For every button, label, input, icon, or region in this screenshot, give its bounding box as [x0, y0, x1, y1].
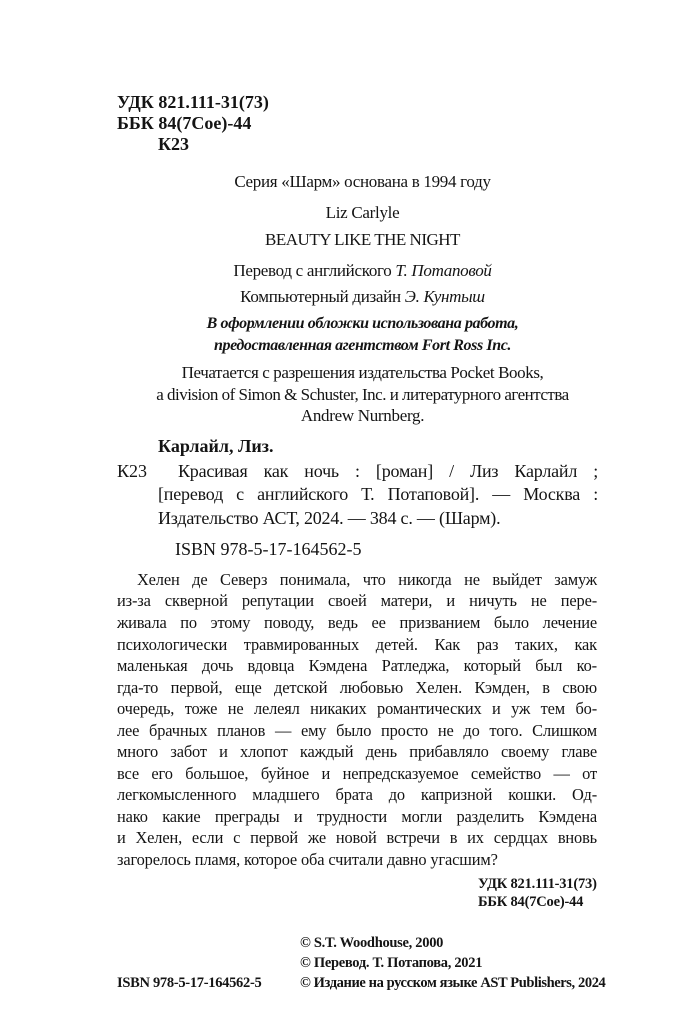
annotation-line: лее брачных планов — ему было просто не до того. Слишком	[117, 721, 597, 740]
copyright-line: © Перевод. Т. Потапова, 2021	[300, 955, 483, 971]
footer-bbk: ББК 84(7Сое)-44	[478, 894, 584, 910]
annotation-line: все его большое, буйное и непредсказуемое семейство — от	[117, 764, 597, 783]
catalog-mark: К23	[117, 461, 148, 481]
original-author: Liz Carlyle	[325, 203, 400, 222]
annotation-line: маленькая дочь вдовца Кэмдена Ратледжа, который был ко-	[117, 656, 597, 675]
annotation-line: и Хелен, если с первой же новой встречи в их сердцах вновь	[117, 828, 597, 847]
annotation-line: Хелен де Северз понимала, что никогда не выйдет замуж	[137, 570, 597, 589]
annotation-line: из-за скверной репутации своей матери, и ничуть не пере-	[117, 591, 597, 610]
footer-udk: УДК 821.111-31(73)	[478, 876, 597, 892]
translator-name: Т. Потаповой	[395, 261, 492, 280]
catalog-isbn: ISBN 978-5-17-164562-5	[175, 539, 362, 559]
original-title: BEAUTY LIKE THE NIGHT	[265, 230, 460, 249]
design-label: Компьютерный дизайн	[240, 287, 401, 306]
cover-note-line-2: предоставленная агентством Fort Ross Inc.	[213, 337, 512, 354]
annotation-line: легкомысленного младшего брата до капризной кошки. Од-	[117, 785, 597, 804]
annotation-line: живала по этому поводу, ведь ее призванием было лечение	[117, 613, 597, 632]
udk-code: УДК 821.111-31(73)	[117, 92, 269, 112]
permission-line-1: Печатается с разрешения издательства Pocket Books,	[181, 363, 544, 382]
bbk-code: ББК 84(7Сое)-44	[117, 113, 252, 133]
cover-note-line-1: В оформлении обложки использована работа,	[206, 315, 519, 332]
annotation-line: нако какие преграды и трудности могли разделить Кэмдена	[117, 807, 597, 826]
permission-line-2: a division of Simon & Schuster, Inc. и литературного агентства	[156, 385, 569, 404]
footer-isbn: ISBN 978-5-17-164562-5	[117, 975, 262, 991]
annotation-line: очередь, тоже не лелеял никаких романтических и уж тем бо-	[117, 699, 597, 718]
translation-label: Перевод с английского	[233, 261, 392, 280]
translation-credit	[0, 261, 691, 281]
annotation-line: загорелось пламя, которое оба считали давно угасшим?	[117, 850, 498, 869]
annotation-line: много забот и хлопот каждый день прибавляло своему главе	[117, 742, 597, 761]
series-note: Серия «Шарм» основана в 1994 году	[234, 172, 491, 191]
design-credit	[0, 287, 691, 307]
permission-line-3: Andrew Nurnberg.	[300, 406, 425, 425]
annotation-line: гда-то первой, еще детской любовью Хелен. Кэмден, в свою	[117, 678, 597, 697]
designer-name: Э. Кунтыш	[404, 287, 485, 306]
catalog-line-3: Издательство АСТ, 2024. — 384 с. — (Шарм).	[158, 508, 501, 528]
annotation-line: психологически травмированных детей. Как раз таких, как	[117, 635, 597, 654]
copyright-line: © S.T. Woodhouse, 2000	[300, 935, 444, 951]
author-mark: К23	[158, 134, 190, 154]
catalog-line-2: [перевод с английского Т. Потаповой]. — Москва :	[158, 484, 598, 504]
catalog-author-heading: Карлайл, Лиз.	[158, 436, 274, 456]
catalog-line-1: Красивая как ночь : [роман] / Лиз Карлайл ;	[178, 461, 598, 481]
copyright-line: © Издание на русском языке AST Publishers, 2024	[300, 975, 606, 991]
